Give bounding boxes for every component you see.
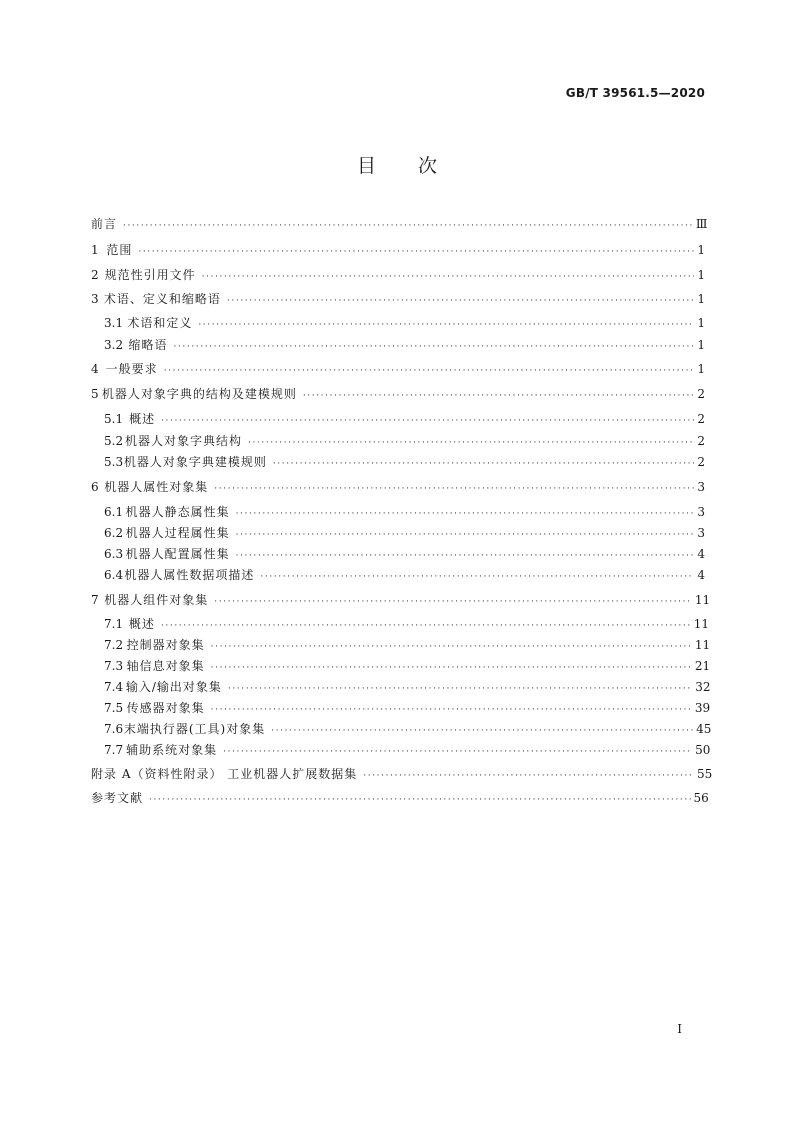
toc-entry-number: 7.6 [104,722,124,736]
toc-entry-preface[interactable] [91,215,708,233]
toc-entry-3-2[interactable] [104,336,705,354]
toc-entry-page: 2 [697,455,705,469]
toc-entry-number: 4 [91,362,99,376]
toc-leader [271,726,693,736]
toc-leader [214,597,692,607]
toc-entry-label: 机器人对象字典的结构及建模规则 [101,387,297,401]
toc-entry-page: 32 [695,680,711,694]
toc-entry-label: 一般要求 [105,362,158,376]
toc-leader [138,247,694,257]
toc-entry-label: 附录 A（资料性附录） 工业机器人扩展数据集 [91,767,358,781]
toc-entry-6-2[interactable] [104,524,705,542]
toc-entry-number: 5.2 [104,434,124,448]
toc-entry-label: 术语、定义和缩略语 [103,292,221,306]
toc-entry-label: 机器人对象字典建模规则 [123,455,267,469]
toc-entry-7-5[interactable] [104,699,711,717]
toc-leader [214,484,694,494]
toc-entry-6[interactable] [91,478,705,496]
toc-entry-label: 控制器对象集 [126,638,205,652]
toc-entry-number: 7 [91,593,99,607]
toc-entry-number: 3.1 [104,316,124,330]
toc-leader [202,272,694,282]
toc-leader [211,642,692,652]
toc-entry-6-1[interactable] [104,503,705,521]
toc-entry-label: 机器人组件对象集 [104,593,209,607]
title-char-1: 目 [356,155,376,177]
toc-entry-page: 2 [697,387,705,401]
toc-entry-number: 7.4 [104,680,124,694]
toc-entry-page: 39 [694,701,711,715]
toc-entry-label: 传感器对象集 [126,701,205,715]
toc-entry-label: 术语和定义 [127,316,193,330]
toc-leader [236,551,694,561]
toc-entry-3[interactable] [91,290,705,308]
toc-entry-number: 6.2 [104,526,124,540]
toc-entry-4[interactable] [91,360,705,378]
toc-entry-page: 1 [697,316,705,330]
toc-leader [123,221,693,231]
toc-entry-number: 3.2 [104,338,124,352]
toc-entry-7-6[interactable] [104,720,712,738]
toc-entry-7[interactable] [91,591,711,609]
toc-entry-page: 2 [697,412,705,426]
toc-leader [174,342,695,352]
toc-entry-6-4[interactable] [104,566,705,584]
toc-entry-label: 辅助系统对象集 [126,743,218,757]
toc-entry-7-4[interactable] [104,678,711,696]
toc-entry-label: 轴信息对象集 [126,659,205,673]
toc-entry-label: 概述 [128,617,155,631]
toc-entry-3-1[interactable] [104,314,705,332]
toc-entry-number: 5.3 [104,455,124,469]
toc-entry-number: 7.5 [104,701,124,715]
toc-leader [363,771,694,781]
toc-entry-number: 7.1 [104,617,124,631]
toc-entry-page: 56 [693,791,709,805]
title-char-2: 次 [418,155,438,177]
toc-leader [236,530,694,540]
toc-leader [164,366,694,376]
toc-leader [273,459,694,469]
toc-entry-number: 3 [91,292,99,306]
toc-entry-1[interactable] [91,241,705,259]
toc-leader [161,621,691,631]
toc-entry-7-2[interactable] [104,636,711,654]
toc-entry-label: 前言 [91,217,118,231]
page-title [0,151,794,178]
toc-entry-page: 3 [697,480,705,494]
toc-leader [149,795,691,805]
toc-entry-7-7[interactable] [104,741,711,759]
toc-entry-page: 50 [695,743,711,757]
toc-entry-page: 4 [697,568,705,582]
toc-entry-number: 1 [91,243,99,257]
toc-entry-5-1[interactable] [104,410,705,428]
toc-entry-page: 1 [697,362,705,376]
toc-entry-5-3[interactable] [104,453,705,471]
toc-entry-page: 4 [697,547,705,561]
toc-entry-label: 机器人属性对象集 [104,480,209,494]
toc-entry-5-2[interactable] [104,432,705,450]
page-number: I [677,1022,682,1036]
toc-entry-page: 11 [693,617,710,631]
toc-entry-page: 11 [694,638,711,652]
toc-entry-page: 3 [697,505,705,519]
toc-entry-7-3[interactable] [104,657,711,675]
toc-entry-number: 6.4 [104,568,124,582]
toc-leader [248,438,694,448]
toc-leader [236,509,694,519]
toc-entry-page: 1 [697,243,705,257]
toc-entry-label: 末端执行器(工具)对象集 [123,722,266,736]
toc-entry-number: 6.1 [104,505,124,519]
toc-entry-label: 缩略语 [128,338,168,352]
toc-entry-page: 1 [697,292,705,306]
toc-leader [260,572,694,582]
toc-entry-label: 范围 [106,243,133,257]
toc-entry-page: 45 [696,722,712,736]
toc-entry-number: 5 [91,387,99,401]
toc-entry-page: 21 [694,659,711,673]
toc-entry-bibliography[interactable] [91,789,709,807]
toc-leader [198,320,694,330]
toc-leader [228,684,692,694]
toc-leader [223,747,692,757]
toc-entry-6-3[interactable] [104,545,705,563]
toc-entry-2[interactable] [91,266,705,284]
toc-leader [303,391,694,401]
toc-leader [227,296,694,306]
toc-entry-page: Ⅲ [695,217,708,231]
toc-entry-page: 11 [694,593,711,607]
toc-entry-page: 2 [697,434,705,448]
toc-entry-label: 机器人静态属性集 [125,505,230,519]
toc-entry-7-1[interactable] [104,615,710,633]
toc-entry-annex-a[interactable] [91,765,713,783]
toc-leader [161,416,694,426]
toc-entry-number: 7.2 [104,638,124,652]
toc-entry-label: 输入/输出对象集 [125,680,222,694]
toc-entry-label: 概述 [129,412,156,426]
toc-entry-number: 7.3 [104,659,124,673]
toc-entry-page: 1 [697,338,705,352]
standard-number: GB/T 39561.5—2020 [565,86,705,100]
toc-entry-label: 规范性引用文件 [104,268,196,282]
toc-entry-label: 机器人属性数据项描述 [124,568,255,582]
toc-entry-number: 2 [91,268,99,282]
toc-entry-page: 55 [697,767,713,781]
toc-entry-page: 1 [697,268,705,282]
toc-entry-number: 7.7 [104,743,124,757]
toc-entry-label: 机器人对象字典结构 [124,434,242,448]
toc-leader [211,705,692,715]
toc-entry-label: 机器人配置属性集 [125,547,230,561]
toc-entry-number: 6.3 [104,547,124,561]
toc-entry-label: 机器人过程属性集 [125,526,230,540]
toc-entry-number: 5.1 [104,412,124,426]
toc-leader [211,663,692,673]
toc-entry-page: 3 [697,526,705,540]
toc-entry-number: 6 [91,480,99,494]
toc-entry-label: 参考文献 [91,791,144,805]
toc-entry-5[interactable] [91,385,705,403]
